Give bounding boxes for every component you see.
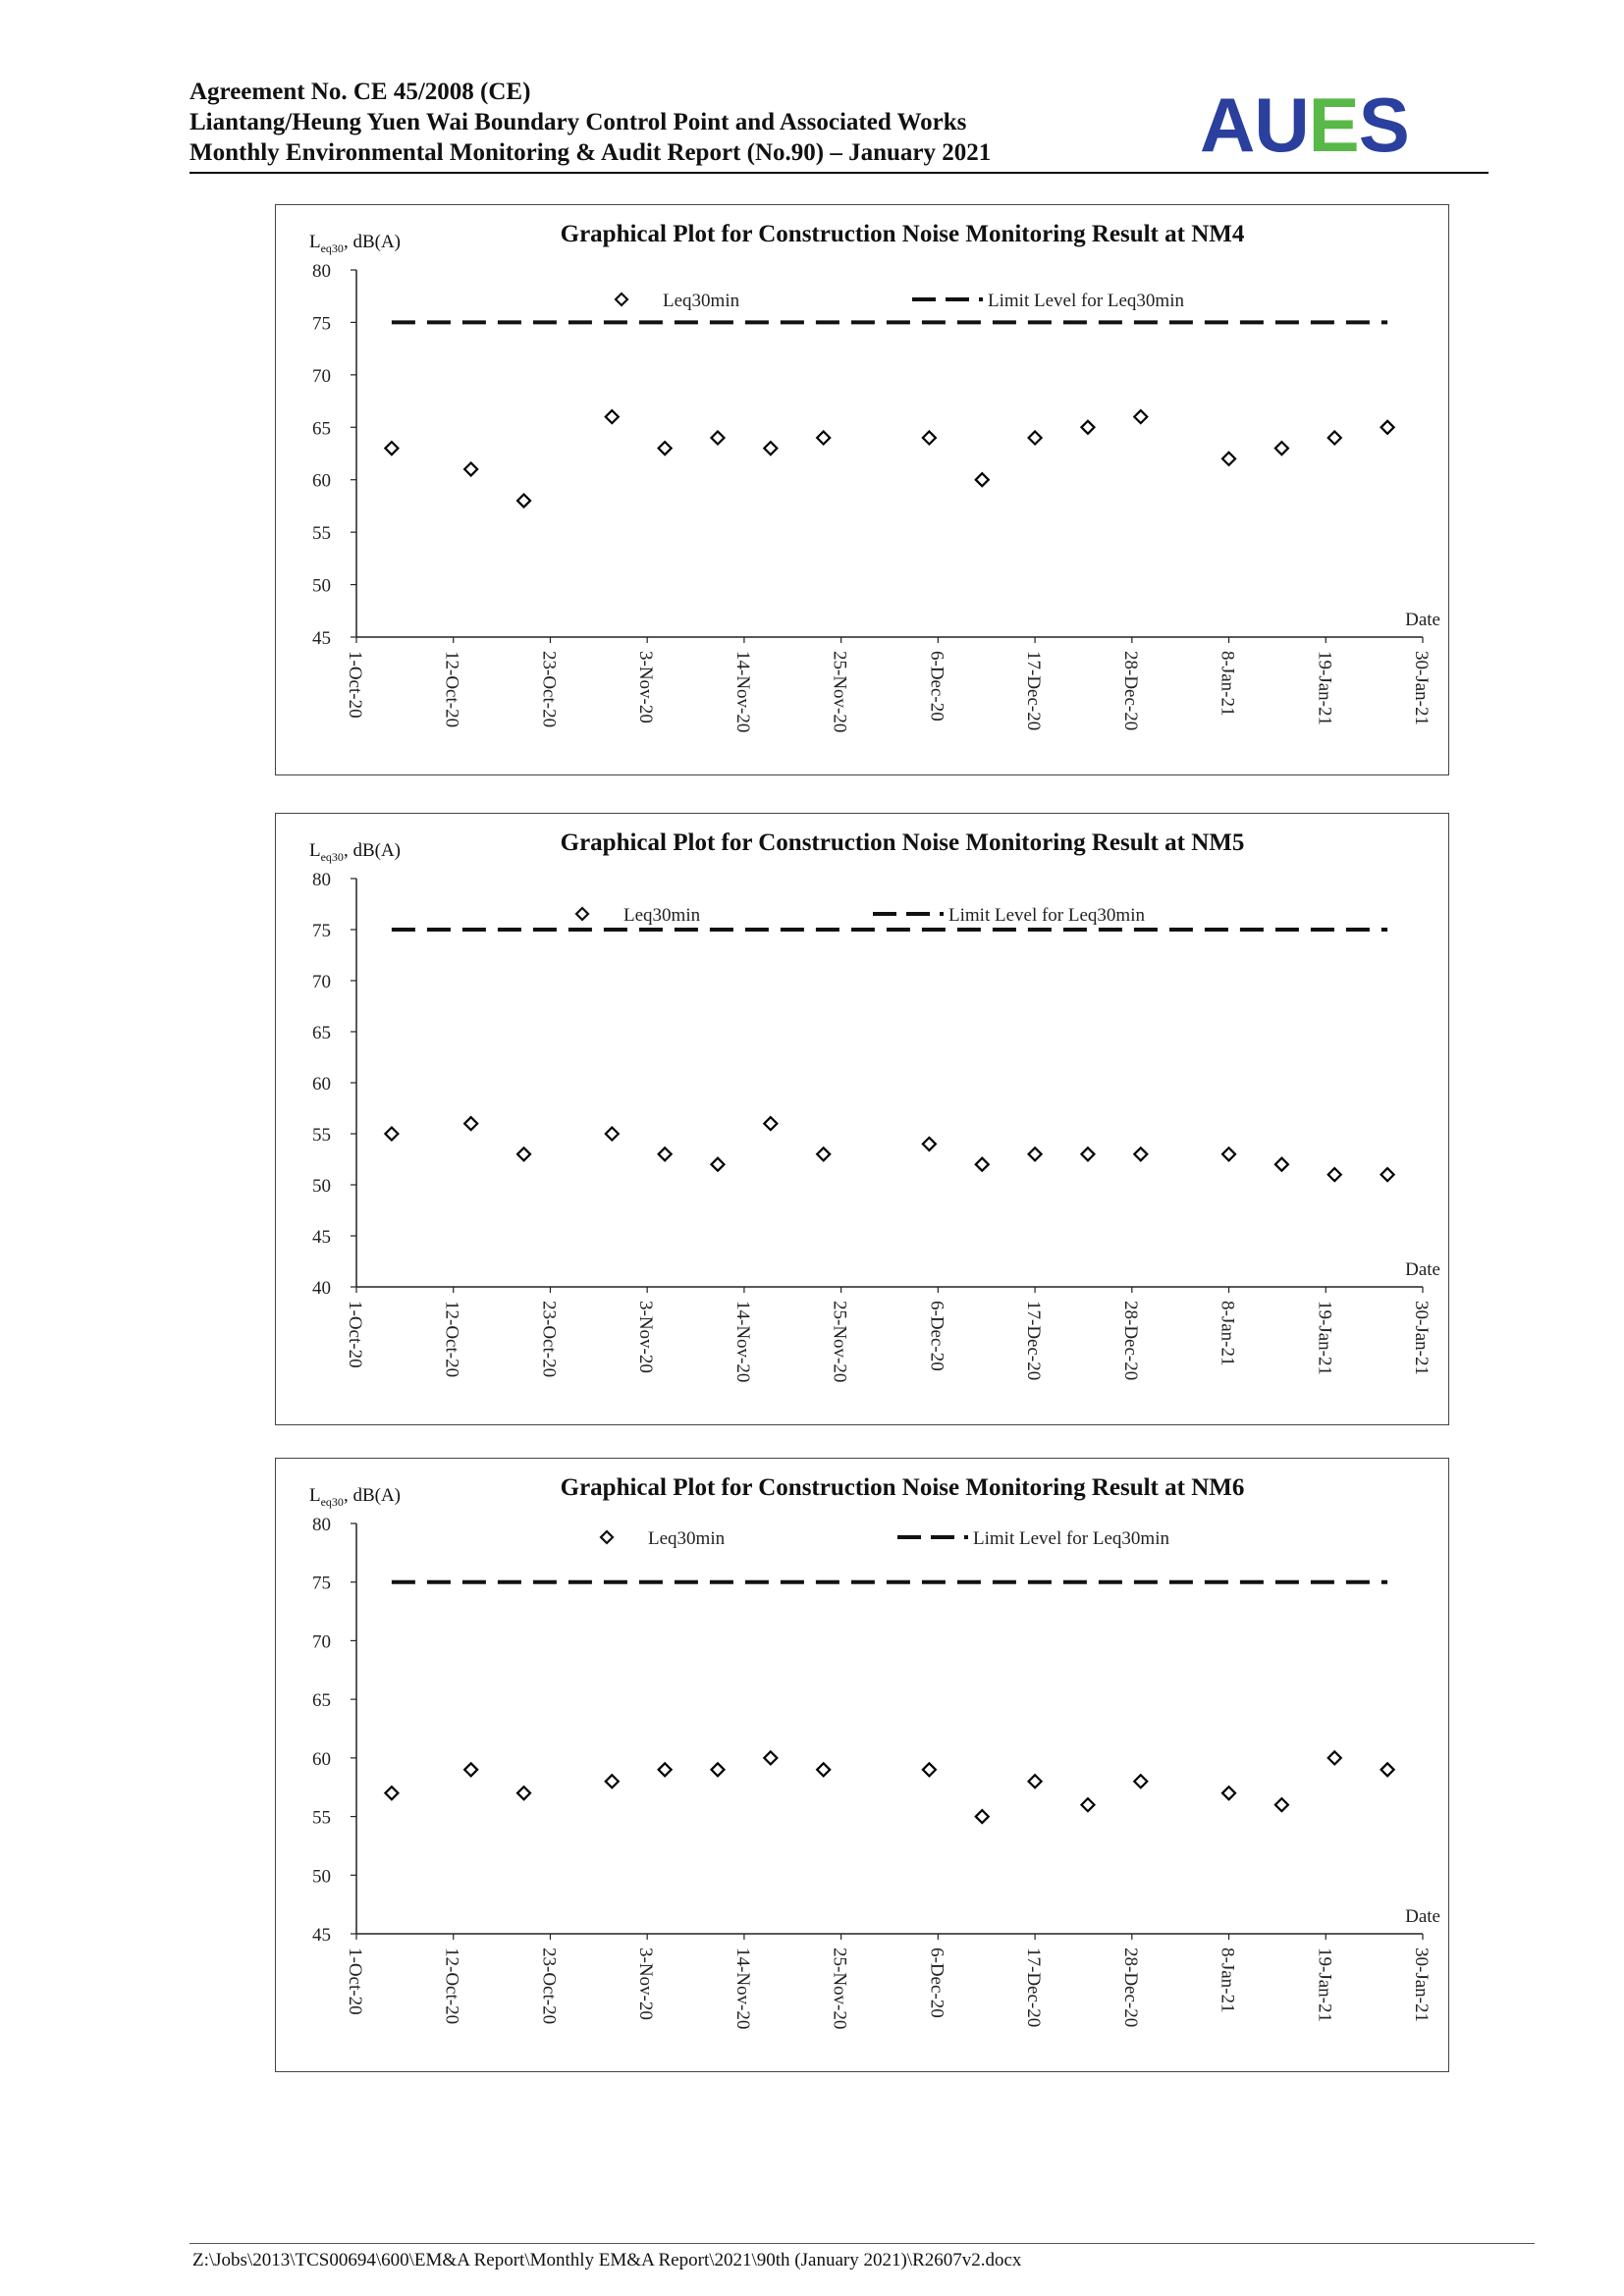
data-point [1275, 442, 1288, 454]
y-axis-label: $L_{eq30}$, dB(A) [309, 232, 401, 255]
chart-title: Graphical Plot for Construction Noise Monitoring Result at NM6 [560, 1474, 1245, 1501]
x-tick-label: 23-Oct-20 [538, 1948, 560, 2025]
header-rule [189, 172, 1489, 174]
x-tick-label: 1-Oct-20 [345, 1948, 365, 2015]
x-tick-label: 14-Nov-20 [731, 651, 753, 733]
data-point [1134, 1775, 1147, 1788]
x-tick-label: 8-Jan-21 [1217, 1301, 1238, 1366]
data-point [711, 1158, 724, 1171]
data-point [976, 1158, 989, 1171]
x-tick-label: 14-Nov-20 [731, 1301, 753, 1383]
x-tick-label: 3-Nov-20 [635, 1301, 657, 1373]
data-point [923, 1138, 936, 1150]
x-tick-label: 14-Nov-20 [731, 1948, 753, 2030]
data-point [923, 1763, 936, 1776]
data-point [1134, 410, 1147, 423]
y-tick-label: 40 [312, 1278, 331, 1299]
data-point [711, 431, 724, 444]
x-tick-label: 25-Nov-20 [829, 651, 850, 733]
y-tick-label: 80 [312, 870, 331, 890]
data-point [817, 431, 830, 444]
chart-svg [276, 1459, 1450, 2073]
data-point [385, 1787, 398, 1799]
chart-svg [276, 814, 1450, 1426]
x-tick-label: 25-Nov-20 [829, 1301, 850, 1383]
y-tick-label: 70 [312, 1631, 331, 1653]
data-point [1381, 1763, 1394, 1776]
data-point [1222, 453, 1235, 465]
y-tick-label: 70 [312, 365, 331, 387]
legend-marker-leq30min [616, 294, 627, 305]
legend-marker-leq30min [576, 908, 588, 920]
data-point [606, 1775, 619, 1788]
data-point [1275, 1798, 1288, 1811]
data-point [464, 463, 477, 476]
data-point [764, 1117, 777, 1130]
chart-svg [276, 205, 1450, 776]
x-tick-label: 23-Oct-20 [538, 651, 560, 728]
aues-logo: AUES [1200, 81, 1409, 168]
y-tick-label: 75 [312, 1573, 331, 1594]
data-point [976, 473, 989, 486]
chart-nm4 [275, 204, 1449, 775]
chart-title: Graphical Plot for Construction Noise Monitoring Result at NM4 [560, 221, 1245, 247]
x-tick-label: 17-Dec-20 [1023, 1948, 1045, 2028]
y-tick-label: 55 [312, 1125, 331, 1146]
x-tick-label: 6-Dec-20 [926, 1301, 947, 1371]
x-tick-label: 12-Oct-20 [441, 1948, 462, 2025]
data-point [1081, 421, 1094, 434]
legend-label-limit: Limit Level for Leq30min [973, 1528, 1169, 1549]
x-tick-label: 6-Dec-20 [926, 651, 947, 721]
data-point [976, 1810, 989, 1823]
x-tick-label: 30-Jan-21 [1411, 1301, 1432, 1375]
x-tick-label: 8-Jan-21 [1217, 651, 1238, 717]
x-tick-label: 6-Dec-20 [926, 1948, 947, 2018]
report-title: Monthly Environmental Monitoring & Audit Report (No.90) – January 2021 [189, 139, 992, 166]
data-point [1081, 1148, 1094, 1160]
y-tick-label: 80 [312, 261, 331, 282]
x-tick-label: 17-Dec-20 [1023, 1301, 1045, 1381]
x-tick-label: 23-Oct-20 [538, 1301, 560, 1378]
y-tick-label: 75 [312, 921, 331, 941]
data-point [1381, 1168, 1394, 1181]
x-tick-label: 3-Nov-20 [635, 651, 657, 723]
data-point [385, 442, 398, 454]
agreement-number: Agreement No. CE 45/2008 (CE) [189, 79, 531, 105]
data-point [1328, 431, 1341, 444]
y-tick-label: 50 [312, 1176, 331, 1197]
legend-label-leq30min: Leq30min [648, 1528, 726, 1549]
x-tick-label: 19-Jan-21 [1314, 651, 1335, 725]
legend-marker-leq30min [601, 1531, 613, 1543]
x-axis-label: Date [1405, 610, 1440, 630]
footer-file-path: Z:\Jobs\2013\TCS00694\600\EM&A Report\Monthly EM&A Report\2021\90th (January 2021)\R2607v2.docx [192, 2250, 1022, 2270]
x-tick-label: 17-Dec-20 [1023, 651, 1045, 731]
data-point [659, 1763, 672, 1776]
x-tick-label: 30-Jan-21 [1411, 651, 1432, 725]
project-name: Liantang/Heung Yuen Wai Boundary Control Point and Associated Works [189, 109, 967, 135]
data-point [385, 1128, 398, 1141]
y-tick-label: 70 [312, 972, 331, 992]
y-tick-label: 65 [312, 1690, 331, 1712]
x-tick-label: 28-Dec-20 [1119, 1301, 1141, 1381]
y-tick-label: 45 [312, 1227, 331, 1248]
x-tick-label: 1-Oct-20 [345, 651, 365, 719]
y-tick-label: 50 [312, 575, 331, 597]
y-tick-label: 65 [312, 1023, 331, 1043]
data-point [1328, 1168, 1341, 1181]
legend-label-limit: Limit Level for Leq30min [988, 291, 1184, 311]
y-tick-label: 45 [312, 628, 331, 649]
data-point [606, 410, 619, 423]
data-point [817, 1148, 830, 1160]
data-point [1222, 1787, 1235, 1799]
y-tick-label: 75 [312, 313, 331, 335]
x-tick-label: 19-Jan-21 [1314, 1301, 1335, 1375]
data-point [764, 442, 777, 454]
y-tick-label: 60 [312, 1748, 331, 1770]
data-point [464, 1763, 477, 1776]
y-tick-label: 45 [312, 1925, 331, 1946]
x-tick-label: 28-Dec-20 [1119, 1948, 1141, 2028]
x-tick-label: 19-Jan-21 [1314, 1948, 1335, 2022]
data-point [1029, 1148, 1042, 1160]
data-point [659, 442, 672, 454]
chart-nm6 [275, 1458, 1449, 2072]
data-point [517, 1787, 530, 1799]
y-axis-label: $L_{eq30}$, dB(A) [309, 840, 401, 864]
x-tick-label: 12-Oct-20 [441, 1301, 462, 1378]
data-point [1275, 1158, 1288, 1171]
data-point [1081, 1798, 1094, 1811]
data-point [517, 1148, 530, 1160]
x-tick-label: 25-Nov-20 [829, 1948, 850, 2030]
data-point [817, 1763, 830, 1776]
y-tick-label: 55 [312, 523, 331, 545]
x-tick-label: 1-Oct-20 [345, 1301, 365, 1368]
y-tick-label: 55 [312, 1807, 331, 1829]
y-tick-label: 60 [312, 470, 331, 492]
x-axis-label: Date [1405, 1906, 1440, 1927]
x-tick-label: 8-Jan-21 [1217, 1948, 1238, 2013]
data-point [711, 1763, 724, 1776]
data-point [1328, 1751, 1341, 1764]
data-point [659, 1148, 672, 1160]
x-tick-label: 30-Jan-21 [1411, 1948, 1432, 2022]
y-tick-label: 50 [312, 1866, 331, 1888]
data-point [464, 1117, 477, 1130]
y-tick-label: 65 [312, 418, 331, 440]
data-point [1134, 1148, 1147, 1160]
x-tick-label: 28-Dec-20 [1119, 651, 1141, 731]
data-point [1381, 421, 1394, 434]
y-tick-label: 80 [312, 1515, 331, 1535]
chart-nm5 [275, 813, 1449, 1425]
x-axis-label: Date [1405, 1259, 1440, 1280]
x-tick-label: 3-Nov-20 [635, 1948, 657, 2020]
chart-title: Graphical Plot for Construction Noise Monitoring Result at NM5 [560, 829, 1245, 856]
legend-label-leq30min: Leq30min [623, 905, 701, 926]
legend-label-leq30min: Leq30min [663, 291, 740, 311]
y-axis-label: $L_{eq30}$, dB(A) [309, 1485, 401, 1509]
data-point [606, 1128, 619, 1141]
data-point [1222, 1148, 1235, 1160]
legend-label-limit: Limit Level for Leq30min [948, 905, 1145, 926]
data-point [923, 431, 936, 444]
x-tick-label: 12-Oct-20 [441, 651, 462, 728]
data-point [1029, 431, 1042, 444]
data-point [764, 1751, 777, 1764]
y-tick-label: 60 [312, 1074, 331, 1095]
data-point [1029, 1775, 1042, 1788]
footer-rule [189, 2243, 1535, 2244]
data-point [517, 495, 530, 507]
